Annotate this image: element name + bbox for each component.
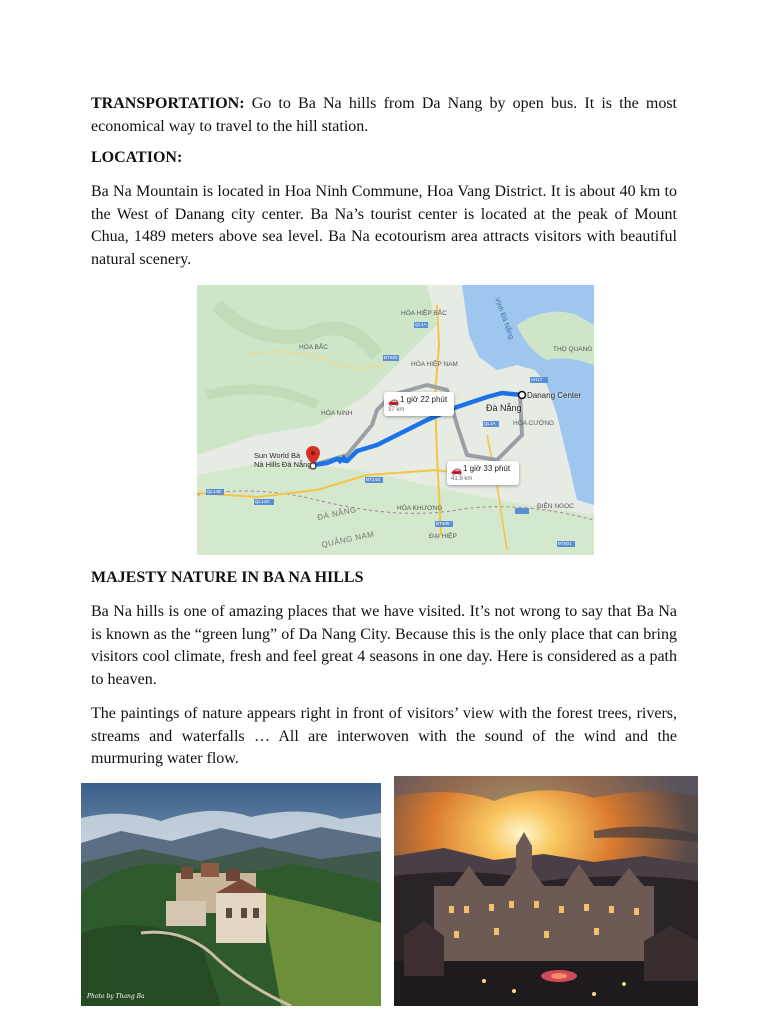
map-place-vinh-da-nang: Vịnh Đà Nẵng [493, 296, 515, 341]
map-origin-label-line2: Nà Hills Đà Nẵng [254, 460, 312, 469]
map-place-dien-ngoc: ĐIỆN NGỌC [537, 503, 574, 510]
route2-distance: 41,9 km [451, 476, 473, 482]
car-icon: 🚗 [388, 396, 400, 406]
map-place-hoa-cuong: HÒA CƯỜNG [513, 420, 555, 427]
majesty-paragraph-2: The paintings of nature appears right in front of visitors’ view with the forest trees, rivers, streams and waterfalls … All are interwoven with the sound of the wind and the murmuring water flow. [91, 705, 677, 767]
map-road-ah17: AH17 [531, 377, 543, 382]
map-road-dt601: ĐT601 [558, 541, 572, 546]
map-place-hoa-khuong: HÒA KHƯƠNG [397, 505, 443, 512]
map-road-dt602: ĐT602 [384, 355, 398, 360]
map-origin-label [254, 451, 312, 469]
ba-na-hills-sunset-photo [394, 776, 698, 1006]
map-road-dt605: ĐT605 [436, 521, 450, 526]
location-paragraph: Ba Na Mountain is located in Hoa Ninh Commune, Hoa Vang District. It is about 40 km to the West of Danang city center. Ba Na’s tourist center is located at the peak of Mount Chua, 1489 meters above sea level. Ba Na ecotourism area attracts visitors with beautiful natural scenery. [91, 183, 677, 268]
route2-time: 1 giờ 33 phút [463, 464, 511, 473]
map-road-ql14b: QL14B [207, 489, 222, 494]
map-place-dai-hiep: ĐẠI HIỆP [429, 533, 457, 540]
map-place-hoa-hiep-bac: HÒA HIỆP BẮC [401, 310, 447, 317]
left-photo-credit: Photo by Thang Ba [87, 993, 145, 1000]
map-road-dt14g: ĐT14G [366, 477, 381, 482]
transportation-paragraph [91, 93, 677, 138]
transportation-label: TRANSPORTATION: [91, 95, 245, 112]
map-place-hoa-ninh: HÒA NINH [321, 410, 353, 417]
majesty-paragraph-1: Ba Na hills is one of amazing places that we have visited. It’s not wrong to say that Ba Na is known as the “green lung” of Da Nang City. Because this is the only place that can bring visitors cool climate, fresh and feel great 4 seasons in one day. Here is considered as a path to heaven. [91, 603, 677, 688]
majesty-heading: MAJESTY NATURE IN BA NA HILLS [91, 569, 364, 586]
map-road-ql1a-2: QL1A [484, 421, 496, 426]
transportation-text: Go to Ba Na hills from Da Nang by open bus. It is the most economical way to travel to the hill station. [91, 95, 677, 135]
location-heading: LOCATION: [91, 149, 183, 166]
ba-na-hills-aerial-photo [81, 783, 381, 1006]
route-map [197, 285, 594, 555]
car-icon: 🚗 [451, 465, 463, 475]
map-origin-label-line1: Sun World Bà [254, 451, 301, 460]
sunset-photo-graphic [394, 776, 698, 1006]
map-place-tho-quang: THỌ QUANG [553, 346, 593, 353]
map-city-label: Đà Nẵng [486, 403, 522, 413]
route2-info-box[interactable] [447, 461, 519, 485]
route1-info-box[interactable] [384, 392, 454, 416]
map-place-hoa-hiep-nam: HÒA HIỆP NAM [411, 361, 458, 368]
route1-time: 1 giờ 22 phút [400, 395, 448, 404]
map-place-quang-nam: QUẢNG NAM [320, 529, 376, 550]
map-destination-label: Danang Center [527, 391, 582, 400]
map-place-da-nang-province: ĐÀ NẴNG [316, 504, 358, 523]
map-road-ql14g: QL14G [255, 499, 270, 504]
aerial-photo-graphic [81, 783, 381, 1006]
map-place-hoa-bac: HÒA BẮC [299, 344, 328, 351]
route1-distance: 37 km [388, 407, 405, 413]
map-road-ql1a: QL1A [415, 322, 427, 327]
